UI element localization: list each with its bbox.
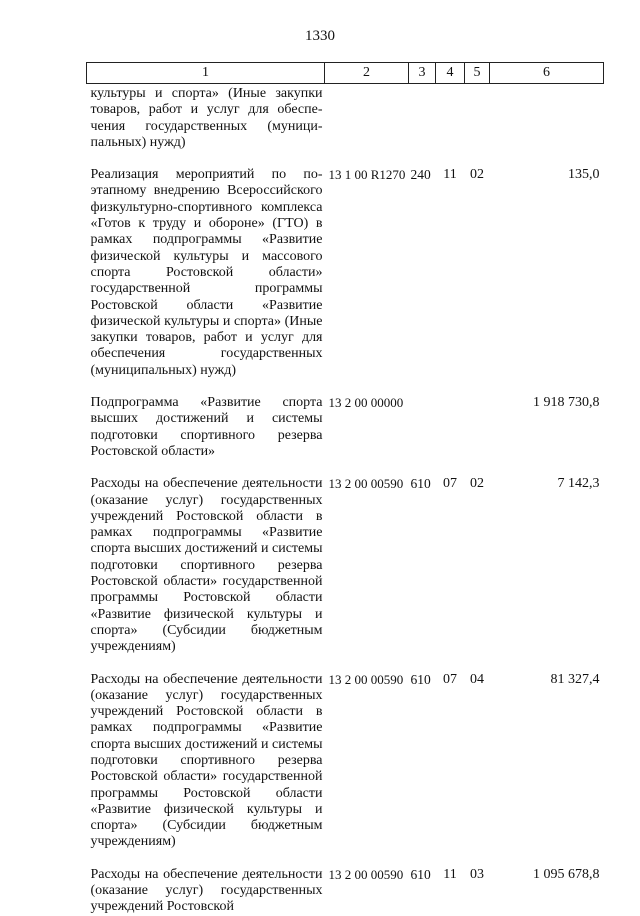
row-amount: 7 142,3 [557, 476, 600, 492]
row-section: 07 [443, 476, 457, 492]
table-row [87, 379, 604, 460]
table-row [87, 151, 604, 379]
row-expense-type: 240 [410, 167, 431, 183]
row-subsection [465, 379, 490, 460]
row-section [436, 84, 465, 152]
row-section: 07 [443, 671, 457, 687]
row-name: Расходы на обеспечение деятельности (оказание услуг) государственных учреждений Ростовской области в рамках подпрограммы «Развитие спорта высших достижений и системы подготовки спортивного резерва Ростовской области» государственной программы Ростовской области «Развитие физической культуры и спорта» (Субсидии бюджетным учреждениям) [90, 671, 323, 850]
row-target-code: 13 2 00 00590 [328, 866, 404, 882]
table-row [87, 851, 604, 916]
table-row [87, 460, 604, 655]
row-expense-type [409, 84, 436, 152]
header-col-3: 3 [409, 63, 436, 84]
row-subsection [465, 84, 490, 152]
row-subsection: 03 [470, 866, 484, 882]
page-number: 1330 [305, 28, 335, 44]
row-target-code [325, 84, 409, 152]
header-col-5: 5 [465, 63, 490, 84]
row-name: культуры и спорта» (Иные закупки товаров, работ и услуг для обеспечения государственных (муниципальных) нужд) [90, 86, 323, 150]
row-amount [490, 84, 604, 152]
row-expense-type: 610 [410, 476, 431, 492]
row-target-code: 13 1 00 R1270 [328, 167, 406, 183]
header-col-1: 1 [87, 63, 325, 84]
row-name: Реализация мероприятий по поэтапному внедрению Всероссийского физкультурно-спортивного комплекса «Готов к труду и обороне» (ГТО) в рамках подпрограммы «Развитие физической культуры и массового спорта Ростовской области» государственной программы Ростовской области «Развитие физической культуры и спорта» (Иные закупки товаров, работ и услуг для обеспечения государственных (муниципальных) нужд) [90, 167, 323, 378]
header-col-4: 4 [436, 63, 465, 84]
header-col-6: 6 [490, 63, 604, 84]
row-name: Расходы на обеспечение деятельности (оказание услуг) государственных учреждений Ростовской области в рамках подпрограммы «Развитие спорта высших достижений и системы подготовки спортивного резерва Ростовской области» государственной программы Ростовской области «Развитие физической культуры и спорта» (Субсидии бюджетным учреждениям) [90, 476, 323, 655]
row-subsection: 02 [470, 167, 484, 183]
budget-table [86, 62, 604, 916]
row-subsection: 02 [470, 476, 484, 492]
row-amount: 81 327,4 [550, 671, 600, 687]
row-section: 11 [443, 167, 457, 183]
row-section: 11 [443, 866, 457, 882]
row-expense-type: 610 [410, 671, 431, 687]
column-number-header [87, 63, 604, 84]
row-amount: 1 095 678,8 [533, 866, 600, 882]
row-subsection: 04 [470, 671, 484, 687]
row-amount: 1 918 730,8 [533, 395, 600, 411]
row-target-code: 13 2 00 00000 [328, 395, 404, 411]
table-row [87, 656, 604, 851]
row-target-code: 13 2 00 00590 [328, 671, 404, 687]
row-name: Расходы на обеспечение деятельности (оказание услуг) государственных учреждений Ростовской [90, 866, 323, 915]
row-amount: 135,0 [568, 167, 600, 183]
header-col-2: 2 [325, 63, 409, 84]
row-expense-type [409, 379, 436, 460]
row-expense-type: 610 [410, 866, 431, 882]
row-name: Подпрограмма «Развитие спорта высших достижений и системы подготовки спортивного резерва Ростовской области» [90, 395, 323, 459]
row-target-code: 13 2 00 00590 [328, 476, 404, 492]
table-row [87, 84, 604, 152]
row-section [436, 379, 465, 460]
